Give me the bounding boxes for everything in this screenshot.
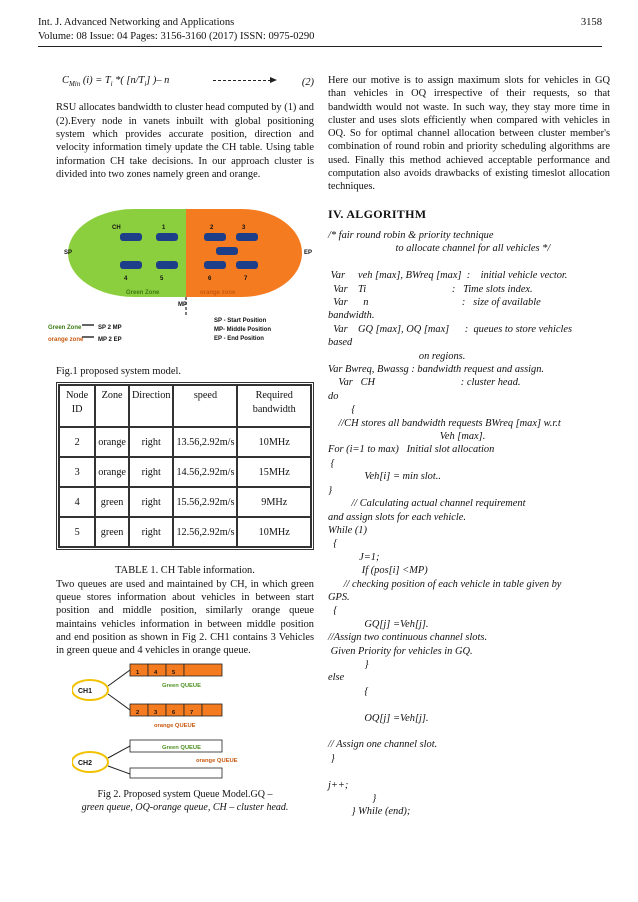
fig2-orange-cell-3: 3 xyxy=(154,709,158,716)
figure-2-caption-line2: green queue, OQ-orange queue, CH – cluster head. xyxy=(81,801,289,813)
eq-body: (i) = T xyxy=(80,75,111,86)
vehicle-ch xyxy=(120,233,142,241)
table-cell: green xyxy=(95,517,129,547)
paragraph-queues: Two queues are used and maintained by CH, in which green queue stores information about vehicles in between start position and middle position, similarly orange queue maintains vehicles information in between middle position and end position as shown in Fig 2. CH1 contains 3 Vehicles in green queue and 4 vehicles in orange queue. xyxy=(56,578,314,657)
vehicle-7 xyxy=(236,261,258,269)
algorithm-line: and assign slots for each vehicle. xyxy=(328,511,466,523)
table-cell: right xyxy=(129,517,173,547)
algorithm-line: Var Ti : Time slots index. xyxy=(328,283,533,295)
algorithm-line: // checking position of each vehicle in table given by xyxy=(328,578,562,590)
ch2-orange-queue xyxy=(130,768,222,778)
ch2-connector-green xyxy=(108,746,130,758)
legend-orange-value: MP 2 EP xyxy=(98,337,122,344)
table-cell: 10MHz xyxy=(237,517,311,547)
algorithm-line: { xyxy=(328,605,338,617)
dashed-arrow-icon xyxy=(213,80,271,81)
algorithm-line: //Assign two continuous channel slots. xyxy=(328,632,488,644)
ch-table xyxy=(56,382,314,550)
table-cell: orange xyxy=(95,457,129,487)
algorithm-listing xyxy=(328,229,610,819)
fig1-car-4-label: 4 xyxy=(124,276,128,283)
fig2-green-queue-label: Green QUEUE xyxy=(162,682,201,689)
table-cell: orange xyxy=(95,427,129,457)
algorithm-line: Var veh [max], BWreq [max] : initial vehicle vector. xyxy=(328,270,568,282)
figure-2-caption xyxy=(56,788,314,814)
algorithm-line: // Assign one channel slot. xyxy=(328,739,438,751)
left-column xyxy=(48,74,314,814)
legend-sp: SP - Start Position xyxy=(214,318,267,325)
fig2-green-cell-4: 4 xyxy=(154,669,158,676)
figure-2-queue-model xyxy=(72,662,302,780)
algorithm-line: { xyxy=(328,685,369,697)
table-cell: 4 xyxy=(59,487,95,517)
algorithm-line xyxy=(328,256,610,269)
page-number: 3158 xyxy=(580,17,602,28)
orange-queue-cells xyxy=(130,704,222,716)
fig1-mp-label: MP xyxy=(178,302,187,309)
algorithm-line: Var Bwreq, Bwassg : bandwidth request and assign. xyxy=(328,364,544,376)
algorithm-line: } xyxy=(328,793,377,805)
table-row xyxy=(59,457,311,487)
journal-volume: Volume: 08 Issue: 04 Pages: 3156-3160 (2017) ISSN: 0975-0290 xyxy=(38,30,315,42)
algorithm-line: /* fair round robin & priority technique xyxy=(328,229,494,241)
table-row xyxy=(59,487,311,517)
table-header-cell: speed xyxy=(173,385,237,427)
table-cell: 5 xyxy=(59,517,95,547)
fig2-ch2-label: CH2 xyxy=(78,759,93,767)
algorithm-line: } xyxy=(328,752,335,764)
algorithm-line: j++; xyxy=(328,779,349,791)
equation-2 xyxy=(62,74,314,91)
eq-tail: *( [n/T xyxy=(112,75,145,86)
table-header-cell: Node ID xyxy=(59,385,95,427)
algorithm-line: based xyxy=(328,337,353,349)
algorithm-line: J=1; xyxy=(328,551,380,563)
algorithm-line: bandwidth. xyxy=(328,310,375,322)
algorithm-line: else xyxy=(328,672,345,684)
table-cell: 2 xyxy=(59,427,95,457)
algorithm-line: Veh[i] = min slot.. xyxy=(328,471,441,483)
algorithm-line: do xyxy=(328,390,339,402)
paragraph-rsu: RSU allocates bandwidth to cluster head computed by (1) and (2).Every node in vanets inbuilt with global positioning system which provides accurate position, direction and velocity information timely update the CH table. Using table information CH take decisions. In our approach cluster is divided into two zones namely green and orange. xyxy=(56,102,314,180)
algorithm-line: If (pos[i] <MP) xyxy=(328,565,428,577)
algorithm-line: Var GQ [max], OQ [max] : queues to store vehicles xyxy=(328,323,573,335)
page-header xyxy=(38,16,602,43)
table-header-cell: Direction xyxy=(129,385,173,427)
legend-ep: EP - End Position xyxy=(214,336,264,343)
table-cell: 15MHz xyxy=(237,457,311,487)
table-cell: right xyxy=(129,427,173,457)
fig1-ch-label: CH xyxy=(112,225,121,232)
algorithm-line: } xyxy=(328,658,369,670)
algorithm-line: While (1) xyxy=(328,524,367,536)
algorithm-line: // Calculating actual channel requirement xyxy=(328,498,526,510)
algorithm-line xyxy=(328,765,610,778)
table-cell: 3 xyxy=(59,457,95,487)
table-cell: 12.56,2.92m/s xyxy=(173,517,237,547)
table-header-row xyxy=(59,385,311,427)
algorithm-line: Given Priority for vehicles in GQ. xyxy=(328,645,473,657)
eq-symbol: C xyxy=(62,75,69,86)
table-cell: 13.56,2.92m/s xyxy=(173,427,237,457)
algorithm-line: Var CH : cluster head. xyxy=(328,377,521,389)
figure-1-caption: Fig.1 proposed system model. xyxy=(56,366,181,378)
legend-orange-label: orange zone xyxy=(48,337,84,344)
vehicle-5 xyxy=(156,261,178,269)
figure-2-caption-line1: Fig 2. Proposed system Queue Model.GQ – xyxy=(97,788,273,800)
equation-number: (2) xyxy=(301,77,314,89)
fig2-green-cell-5: 5 xyxy=(172,669,176,676)
fig1-car-7-label: 7 xyxy=(244,276,248,283)
algorithm-line: GPS. xyxy=(328,591,350,603)
paragraph-motive: Here our motive is to assign maximum slots for vehicles in GQ than vehicles in OQ irrespective of their requests, so that bandwidth would not waste. In such way, they stay more time in cluster and uses slots efficiently when compared with vehicles in OQ. So for optimal channel allocation between cluster member's combination of round robin and priority scheduling algorithms are used. Finally this method achieved acceptable performance and computation also avoids drawbacks of existing timeslot allocation techniques. xyxy=(328,75,610,193)
green-queue-cells xyxy=(130,664,222,676)
ch1-connector-orange xyxy=(108,694,130,710)
algorithm-line: { xyxy=(328,538,338,550)
table-cell: right xyxy=(129,487,173,517)
algorithm-line: on regions. xyxy=(328,350,466,362)
fig2-ch2-green-queue-label: Green QUEUE xyxy=(162,744,201,751)
table-cell: 15.56,2.92m/s xyxy=(173,487,237,517)
vehicle-6 xyxy=(204,261,226,269)
algorithm-line xyxy=(328,698,610,711)
fig2-ch2-orange-queue-label: orange QUEUE xyxy=(196,757,238,764)
fig1-car-5-label: 5 xyxy=(160,276,164,283)
table-cell: right xyxy=(129,457,173,487)
table-row xyxy=(59,517,311,547)
fig2-green-cell-1: 1 xyxy=(136,669,140,676)
algorithm-line: } xyxy=(328,484,333,496)
vehicle-3 xyxy=(236,233,258,241)
algorithm-line: } While (end); xyxy=(328,806,411,818)
legend-mp: MP- Middle Position xyxy=(214,327,271,334)
algorithm-line: Var n : size of available xyxy=(328,297,541,308)
legend-green-label: Green Zone xyxy=(48,325,82,332)
algorithm-line: { xyxy=(328,457,335,469)
table-cell: 14.56,2.92m/s xyxy=(173,457,237,487)
fig2-ch1-label: CH1 xyxy=(78,687,93,695)
eq-sub2: i xyxy=(110,80,113,89)
ch2-connector-orange xyxy=(108,766,130,774)
algorithm-line: Veh [max]. xyxy=(328,431,486,443)
fig1-orange-zone-label: orange zone xyxy=(200,290,236,297)
fig2-orange-queue-label: orange QUEUE xyxy=(154,722,196,729)
vehicle-2 xyxy=(204,233,226,241)
algorithm-line: OQ[j] =Veh[j]. xyxy=(328,712,429,724)
eq-sub3: i xyxy=(144,80,147,89)
fig2-orange-cell-6: 6 xyxy=(172,709,176,716)
table-header-cell: Required bandwidth xyxy=(237,385,311,427)
eq-sub: Min xyxy=(68,80,81,89)
journal-title: Int. J. Advanced Networking and Applications xyxy=(38,17,235,28)
algorithm-line: GQ[j] =Veh[j]. xyxy=(328,618,429,630)
section-heading-algorithm: IV. ALGORITHM xyxy=(328,206,427,221)
algorithm-line: //CH stores all bandwidth requests BWreq [max] w.r.t xyxy=(328,417,561,429)
table-cell: 10MHz xyxy=(237,427,311,457)
ch1-connector-green xyxy=(108,670,130,686)
legend-green-value: SP 2 MP xyxy=(98,325,122,332)
fig1-car-3-label: 3 xyxy=(242,225,246,232)
eq-end: ] )– n xyxy=(146,75,170,86)
fig1-car-6-label: 6 xyxy=(208,276,212,283)
vehicle-extra xyxy=(216,247,238,255)
fig2-orange-cell-2: 2 xyxy=(136,709,140,716)
header-rule xyxy=(38,46,602,47)
table-cell: green xyxy=(95,487,129,517)
figure-1-system-model xyxy=(48,203,322,353)
table-caption: TABLE 1. CH Table information. xyxy=(115,565,255,577)
algorithm-line: { xyxy=(328,404,356,416)
fig1-sp-label: SP xyxy=(64,250,73,257)
algorithm-line: to allocate channel for all vehicles */ xyxy=(328,243,551,255)
fig1-car-2-label: 2 xyxy=(210,225,214,232)
table-header-cell: Zone xyxy=(95,385,129,427)
algorithm-line xyxy=(328,725,610,738)
table-row xyxy=(59,427,311,457)
fig1-green-zone-label: Green Zone xyxy=(126,290,160,297)
fig1-car-1-label: 1 xyxy=(162,225,166,232)
table-cell: 9MHz xyxy=(237,487,311,517)
right-column xyxy=(328,74,610,819)
fig2-orange-cell-7: 7 xyxy=(190,709,194,716)
vehicle-1 xyxy=(156,233,178,241)
fig1-ep-label: EP xyxy=(304,250,313,257)
vehicle-4 xyxy=(120,261,142,269)
algorithm-line: For (i=1 to max) Initial slot allocation xyxy=(328,444,495,456)
